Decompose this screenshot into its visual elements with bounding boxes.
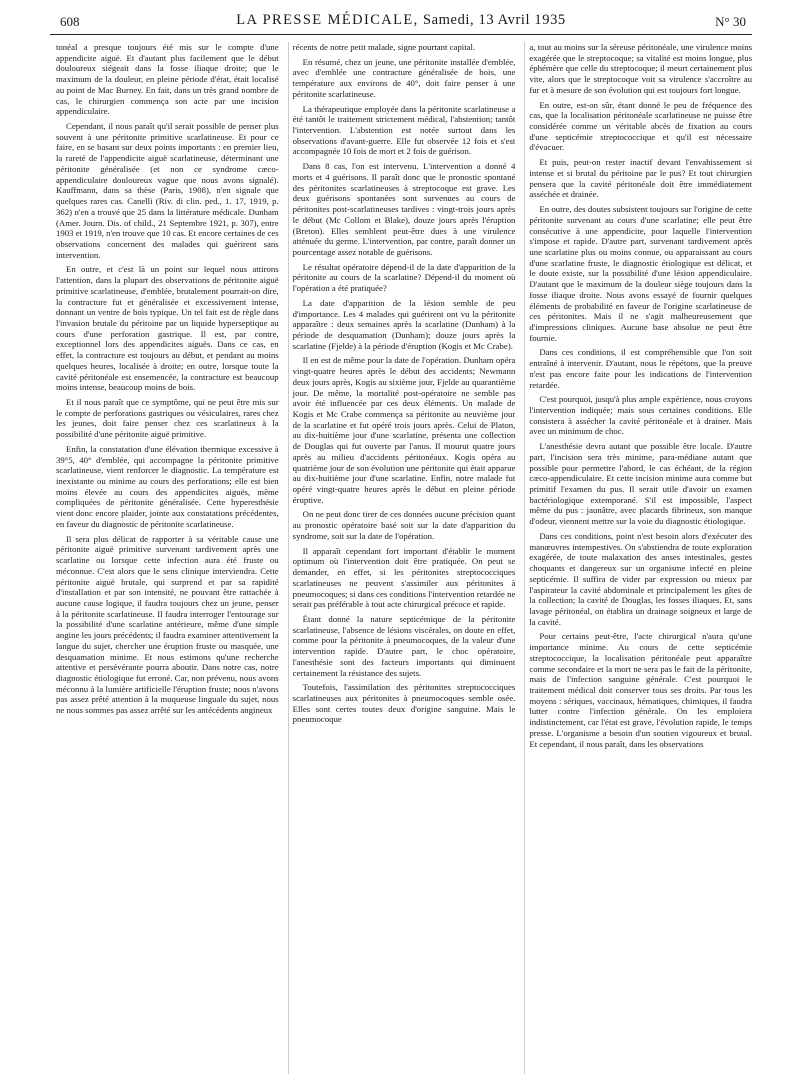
paragraph: Et il nous paraît que ce symptôme, qui ne peut être mis sur le compte de perforations gastriques ou vésiculaires, rares chez les jeunes, doit faire penser chez ces scarlatineux à la possibilité d'une péritonite aiguë primitive. bbox=[56, 397, 279, 440]
paragraph: Il en est de même pour la date de l'opération. Dunham opéra vingt-quatre heures après le début des accidents; Newmann deux jours après, Kogis au sixième jour, Fjelde au quarantième jour. De même, la mortalité post-opératoire ne semble pas avoir été influencée par ces deux éléments. Un malade de Kogis et Mc Crabe commença sa péritonite au neuvième jour de la scarlatine et fut opéré trois jours après. Celui de Platon, au dix-huitième jour d'une scarlatine, présenta une collection de Douglas qui fut ouverte par l'anus. Il mourut quatre jours après au milieu d'accidents péritonéaux. Kogis opéra au quatrième jour de son évolution une péritonite qui était apparue au dix-huitième jour d'une scarlatine. Enfin, notre malade fut opéré vingt-quatre heures après le début en pleine période éruptive. bbox=[292, 355, 516, 505]
paragraph: Enfin, la constatation d'une élévation thermique excessive à 39°5, 40° d'emblée, qui accompagne la péritonite primitive scarlatineuse, vient renforcer le diagnostic. La température est inexistante ou minime au cours des perforations; elle est bien moins élevée au cours des appendicites aiguës, même compliquées de péritonite généralisée. Cette hyperesthésie vient donc encore plaider, jointe aux constatations précédentes, en faveur du diagnostic de péritonite scarlatineuse. bbox=[56, 443, 279, 529]
paragraph: En outre, est-on sûr, étant donné le peu de fréquence des cas, que la localisation péritonéale scarlatineuse ne puisse être considérée comme un véritable abcès de fixation au cours d'une septicémie streptococcique et qu'il est nécessaire d'évacuer. bbox=[529, 99, 753, 153]
issue-number: N° 30 bbox=[715, 14, 746, 29]
journal-name: LA PRESSE MÉDICALE, bbox=[236, 12, 419, 28]
paragraph: Le résultat opératoire dépend-il de la date d'apparition de la péritonite au cours de la scarlatine? Dépend-il du moment où l'opération a été pratiquée? bbox=[292, 261, 516, 294]
paragraph: récents de notre petit malade, signe pourtant capital. bbox=[292, 42, 476, 52]
paragraph: Et puis, peut-on rester inactif devant l'envahissement si intense et si brutal du péritoine par le pus? Et tout chirurgien pensera que la cavité péritonéale doit être immédiatement asséchée et drainée. bbox=[529, 157, 753, 200]
paragraph: Toutefois, l'assimilation des péritonites streptococciques scarlatineuses aux péritonites à pneumocoques semble osée. Elles sont certes toutes deux d'origine sanguine. Mais le pneumocoque bbox=[292, 682, 516, 725]
paragraph: a, tout au moins sur la séreuse péritonéale, une virulence moins exagérée que le streptocoque; sa vitalité est moins longue, plus éphémère que celle du streptocoque; il meurt certainement plus vite, alors que le streptocoque voit sa virulence s'accroître au fur et à mesure de son évolution qui est toujours fort longue. bbox=[529, 42, 753, 95]
column-3 bbox=[524, 42, 752, 1074]
paragraph: En résumé, chez un jeune, une péritonite installée d'emblée, avec d'emblée une contracture généralisée de bois, une température aux environs de 40°, doit faire penser à une péritonite scarlatineuse. bbox=[292, 56, 516, 99]
paragraph: En outre, et c'est là un point sur lequel nous attirons l'attention, dans la plupart des observations de péritonite aiguë primitive scarlatineuse, d'emblée, brutalement pourrait-on dire, la contracture fut et généralisée et excessivement intense, donnant un ventre de bois typique. Un tel fait est de règle dans l'invasion brutale du péritoine par un liquide hyperseptique au cours d'une perforation gastrique. Il est, par contre, exceptionnel lors des appendicites aiguës. Dans ce cas, en effet, la contracture est toujours au début, et pendant au moins quelques heures, localisée à droite; en outre, lorsque toute la cavité péritonéale est ensemencée, la contracture est beaucoup moins intense, beaucoup moins de bois. bbox=[56, 264, 279, 393]
journal-title bbox=[50, 12, 752, 29]
paragraph: Dans ces conditions, point n'est besoin alors d'exécuter des manœuvres intempestives. On s'abstiendra de toute exploration exagérée, de toute malaxation des anses intestinales, gestes choquants et dangereux sur un organisme infecté en pleine septicémie. Il suffira de vider par expression ou mieux par l'aspirateur la cavité abdominale et principalement les gîtes de la collection; la cavité de Douglas, les fosses iliaques. Et, sans lavage péritonéal, on établira un drainage soigneux et large de la cavité. bbox=[529, 530, 753, 627]
paragraph: Étant donné la nature septicémique de la péritonite scarlatineuse, l'absence de lésions viscérales, on doute en effet, comme pour la péritonite à pneumocoques, de la valeur d'une intervention rapide. D'autre part, le choc opératoire, l'anesthésie sont des facteurs importants qui diminuent certainement la résistance des sujets. bbox=[292, 613, 516, 678]
paragraph: On ne peut donc tirer de ces données aucune précision quant au pronostic opératoire basé soit sur la date d'apparition du syndrome, soit sur la date de l'opération. bbox=[292, 509, 516, 541]
paragraph: Cependant, il nous paraît qu'il serait possible de penser plus souvent à une péritonite primitive scarlatineuse. Et pour ce faire, en se basant sur deux points importants : en premier lieu, la rareté de l'appendicite aiguë scarlatineuse, déterminant une péritonite généralisée (et non ce syndrome cæco-appendiculaire douloureux vague que nous avons signalé). Kauffmann, dans sa thèse (Paris, 1908), n'en signale que quelques rares cas. Canelli (Riv. di clin. ped., 1. 17, 1919, p. 362) n'en a trouvé que 25 dans la littérature médicale. Dunham (Amer. Journ. Dis. of child., 21 Septembre 1921, p. 307), entre 1903 et 1919, n'en trouve que 10 cas. Et encore certaines de ces observations concernent des malades qui guérirent sans intervention. bbox=[56, 121, 279, 260]
paragraph: L'anesthésie devra autant que possible être locale. D'autre part, l'incision sera très minime, para-médiane autant que possible pour permettre l'abord, le cas échéant, de la région cæco-appendiculaire. Et cette incision minime aura comme but primitif l'examen du pus. Il serait utile d'avoir un examen bactériologique extemporané. S'il est impossible, l'aspect même du pus : jaunâtre, avec placards fibrineux, son manque d'odeur, viennent mettre sur la voie du diagnostic étiologique. bbox=[529, 441, 753, 527]
paragraph: Dans 8 cas, l'on est intervenu. L'intervention a donné 4 morts et 4 guérisons. Il paraît donc que le pronostic spontané des péritonites scarlatineuses à streptocoque est grave. Les deux guérisons spontanées sont survenues au cours de péritonites post-scarlatineuses tardives : vingt-trois jours après le début (Mc Collom et Blake), douze jours après l'éruption (Breton). Elles semblent peut-être dues à une virulence atténuée du germe. L'intervention, par contre, paraît donner un pourcentage assez notable de guérisons. bbox=[292, 161, 516, 257]
column-2 bbox=[288, 42, 516, 1074]
page-number: 608 bbox=[60, 14, 80, 29]
paragraph: Dans ces conditions, il est compréhensible que l'on soit entraîné à intervenir. D'autant, nous le répétons, que la preuve n'est pas encore faite pour les indications de l'intervention retardée. bbox=[529, 347, 753, 390]
paragraph: La thérapeutique employée dans la péritonite scarlatineuse a été tantôt le traitement strictement médical, l'abstention; tantôt l'intervention. L'abstention est notée surtout dans les observations d'avant-guerre. Elle fut observée 12 fois et s'est accompagnée 10 fois de mort et 2 fois de guérison. bbox=[292, 103, 516, 157]
paragraph: Il sera plus délicat de rapporter à sa véritable cause une péritonite aiguë primitive survenant tardivement après une scarlatine ou lorsque cette infection aura été fruste ou méconnue. C'est alors que le sens clinique interviendra. Cette péritonite aiguë brutale, qui surprend et par sa rapidité d'installation et par son intensité, ne pouvant être rattachée à aucune cause logique, il faudra toujours chez un jeune, penser à la péritonite scarlatineuse. Il faudra interroger l'entourage sur la possibilité d'une scarlatine antérieure, même d'une simple angine les jours précédents; il faudra examiner attentivement la langue du sujet, chercher une éruption fruste ou masquée, une desquamation minime. Et nous estimons qu'une recherche attentive et persévérante pourra aboutir. Dans notre cas, notre diagnostic étiologique fut erroné. Car, non prévenu, nous avons méconnu à la lumière artificielle l'éruption fruste; nous n'avons pas assez prêté attention à la muqueuse linguale du sujet, nous ne nous sommes pas assez arrêté sur les antécédents angineux bbox=[56, 533, 279, 716]
page-header bbox=[50, 12, 752, 35]
paragraph: Pour certains peut-être, l'acte chirurgical n'aura qu'une importance minime. Au cours de cette septicémie streptococcique, la localisation péritonéale peut apparaître comme secondaire et la mort ne sera pas le fait de la péritonite, mais de l'infection sanguine générale. C'est pourquoi le traitement médical doit conserver tous ses droits. Par tous les moyens : sériques, vaccinaux, hématiques, chimiques, il faudra lutter contre l'infection générale. On les emploiera indistinctement, car l'état est grave, l'évolution rapide, le temps presse. L'organisme a besoin d'un soutien vigoureux et brutal. Et cependant, il nous paraît, dans les observations bbox=[529, 631, 753, 749]
paragraph: tonéal a presque toujours été mis sur le compte d'une appendicite aiguë. Et d'autant plus facilement que le début douloureux siégeait dans la fosse iliaque droite; que le maximum de la douleur, en pleine période d'état, était localisé au point de Mac Burney. En fait, dans un très grand nombre de cas, le chirurgien commença son acte par une incision appendiculaire. bbox=[56, 42, 279, 117]
paragraph: En outre, des doutes subsistent toujours sur l'origine de cette péritonite survenant au cours d'une scarlatine; elle peut être consécutive à une appendicite, pour laquelle l'intervention s'impose et rapide. D'autre part, survenant tardivement après une scarlatine plus ou moins connue, ou apparaissant au cours d'une scarlatine fruste, le diagnostic étiologique est délicat, et le doute existe, sur la possibilité d'une lésion appendiculaire. D'autant que le maximum de la douleur siège toujours dans la fosse iliaque droite. Nous avons essayé de fournir quelques éléments de probabilité en faveur de l'origine scarlatineuse de ces péritonites. Mais il ne s'agit malheureusement que d'impressions cliniques. Aucune base absolue ne peut être fournie. bbox=[529, 204, 753, 343]
paragraph: La date d'apparition de la lésion semble de peu d'importance. Les 4 malades qui guérirent ont vu la péritonite apparaître : deux semaines après la scarlatine (Dunham) à la période de desquamation (Dunham); douze jours après la scarlatine (Fjelde) à la période d'éruption (Kogis et Mc Crabe). bbox=[292, 297, 516, 351]
paragraph: Il apparaît cependant fort important d'établir le moment optimum où l'intervention doit être pratiquée. On peut se demander, en effet, si les péritonites streptococciques scarlatineuses ne peuvent s'assimiler aux péritonites à pneumocoques; si dans ces conditions l'intervention retardée ne serait pas préférable à tout acte chirurgical précoce et rapide. bbox=[292, 545, 516, 610]
column-1 bbox=[56, 42, 279, 1074]
paragraph: C'est pourquoi, jusqu'à plus ample expérience, nous croyons l'intervention indiquée; mais sous certaines conditions. Elle consistera à assécher la cavité péritonéale et à drainer. Mais avec un minimum de choc. bbox=[529, 394, 753, 437]
issue-date: Samedi, 13 Avril 1935 bbox=[422, 12, 566, 28]
article-body bbox=[56, 42, 752, 1074]
